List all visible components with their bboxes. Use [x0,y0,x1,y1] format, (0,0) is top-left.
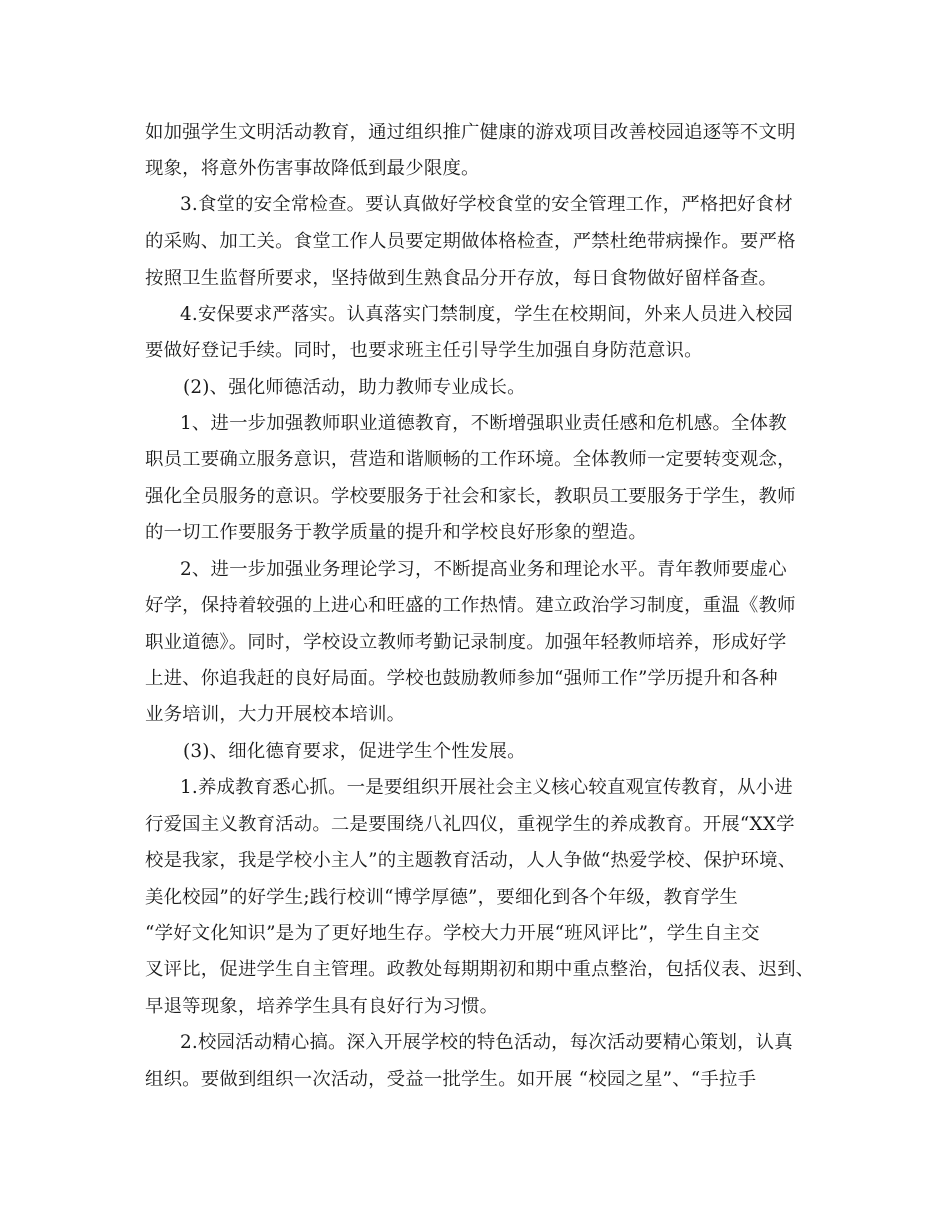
text-line: 业务培训，大力开展校本培训。 [145,704,406,725]
text-line: 美化校园”的好学生;践行校训“博学厚德”，要细化到各个年级，教育学生 [145,887,738,908]
text-line: 4.安保要求严落实。认真落实门禁制度，学生在校期间，外来人员进入校园 [180,304,793,325]
text-line: 好学，保持着较强的上进心和旺盛的工作热情。建立政治学习制度，重温《教师 [145,595,796,616]
text-line: 3.食堂的安全常检查。要认真做好学校食堂的安全管理工作，严格把好食材 [180,194,793,215]
text-line: 2、进一步加强业务理论学习，不断提高业务和理论水平。青年教师要虚心 [180,559,787,580]
text-line: 行爱国主义教育活动。二是要围绕八礼四仪，重视学生的养成教育。开展“XX学 [145,814,795,835]
text-line: 的一切工作要服务于教学质量的提升和学校良好形象的塑造。 [145,522,647,543]
text-line: 叉评比，促进学生自主管理。政教处每期期初和期中重点整治，包括仪表、迟到、 [145,959,815,980]
text-line: 职员工要确立服务意识，营造和谐顺畅的工作环境。全体教师一定要转变观念， [145,449,796,470]
text-line: 现象，将意外伤害事故降低到最少限度。 [145,158,480,179]
section-heading: (2)、强化师德活动，助力教师专业成长。 [183,377,526,398]
text-line: 上进、你追我赶的良好局面。学校也鼓励教师参加“强师工作”学历提升和各种 [145,668,778,689]
section-heading: (3)、细化德育要求，促进学生个性发展。 [183,741,526,762]
text-line: 职业道德》。同时，学校设立教师考勤记录制度。加强年轻教师培养，形成好学 [145,632,787,653]
text-line: 早退等现象，培养学生具有良好行为习惯。 [145,996,499,1017]
text-line: 强化全员服务的意识。学校要服务于社会和家长，教职员工要服务于学生，教师 [145,486,796,507]
text-line: 1、进一步加强教师职业道德教育，不断增强职业责任感和危机感。全体教 [180,413,787,434]
text-line: “学好文化知识”是为了更好地生存。学校大力开展“班风评比”，学生自主交 [145,923,760,944]
text-line: 的采购、加工关。食堂工作人员要定期做体格检查，严禁杜绝带病操作。要严格 [145,231,796,252]
text-line: 1.养成教育悉心抓。一是要组织开展社会主义核心较直观宣传教育，从小进 [180,777,793,798]
text-line: 2.校园活动精心搞。深入开展学校的特色活动，每次活动要精心策划，认真 [180,1032,793,1053]
text-line: 按照卫生监督所要求，坚持做到生熟食品分开存放，每日食物做好留样备查。 [145,268,778,289]
text-line: 组织。要做到组织一次活动，受益一批学生。如开展 “校园之星”、“手拉手 [145,1069,757,1090]
text-line: 校是我家，我是学校小主人”的主题教育活动，人人争做“热爱学校、保护环境、 [145,850,797,871]
text-line: 如加强学生文明活动教育，通过组织推广健康的游戏项目改善校园追逐等不文明 [145,122,796,143]
text-line: 要做好登记手续。同时，也要求班主任引导学生加强自身防范意识。 [145,340,703,361]
